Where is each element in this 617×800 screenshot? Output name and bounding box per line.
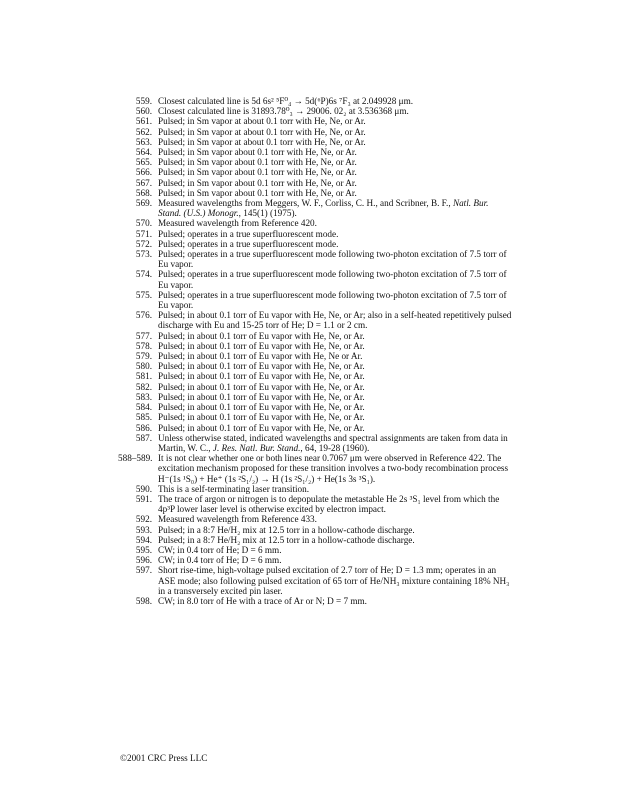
- footnote-item: [118, 484, 513, 494]
- footnote-number: 568.: [135, 187, 152, 198]
- footnote-item: [118, 331, 513, 341]
- footnote-number: 571.: [135, 228, 152, 239]
- footnote-item: [118, 596, 513, 606]
- footnote-number: 595.: [135, 544, 152, 555]
- footnote-item: [118, 555, 513, 565]
- footnote-number: 578.: [135, 340, 152, 351]
- footnote-text: The trace of argon or nitrogen is to depopulate the metastable He 2s ³S₁ level from which the 4p³P lower laser level is otherwise excited by electron impact.: [158, 493, 500, 515]
- footnote-item: [118, 382, 513, 392]
- footnote-text: Pulsed; operates in a true superfluorescent mode.: [158, 238, 339, 249]
- footnote-item: [118, 565, 513, 596]
- footnote-text: Pulsed; in about 0.1 torr of Eu vapor with He, Ne, or Ar.: [158, 412, 365, 423]
- footnote-text: Unless otherwise stated, indicated wavelengths and spectral assignments are taken from data in Martin, W. C., J. Res. Natl. Bur. Stand., 64, 19-28 (1960).: [158, 432, 508, 453]
- footnote-text: Measured wavelength from Reference 420.: [158, 218, 317, 229]
- footnote-number: 597.: [135, 565, 152, 576]
- footnote-item: [118, 239, 513, 249]
- footnote-text: Pulsed; in Sm vapor about 0.1 torr with He, Ne, or Ar.: [158, 177, 357, 188]
- footnote-number: 598.: [135, 595, 152, 606]
- footnote-text: CW; in 0.4 torr of He; D = 6 mm.: [158, 544, 282, 555]
- footnote-number: 584.: [135, 402, 152, 413]
- footnote-text: It is not clear whether one or both lines near 0.7067 μm were observed in Reference 422. The excitation mechanism proposed for these transition involves a two-body recombination process H⁻(1s ¹S₀) + He⁺ (1s ²S₁/₂) → H (1s ²S₁/₂) + He(1s 3s ³S₁).: [158, 453, 509, 484]
- footnote-text: Pulsed; in Sm vapor about 0.1 torr with He, Ne, or Ar.: [158, 167, 357, 178]
- footnote-text: Pulsed; operates in a true superfluorescent mode following two-photon excitation of 7.5 torr of Eu vapor.: [158, 289, 507, 311]
- footnote-item: [118, 341, 513, 351]
- footnote-number: 572.: [135, 238, 152, 249]
- footnote-item: [118, 423, 513, 433]
- footnote-item: [118, 371, 513, 381]
- footnote-text: Pulsed; operates in a true superfluorescent mode following two-photon excitation of 7.5 torr of Eu vapor.: [158, 269, 507, 290]
- footnote-item: [118, 137, 513, 147]
- footnote-number: 573.: [135, 249, 152, 260]
- footnote-item: [118, 535, 513, 545]
- footnote-text: Pulsed; in about 0.1 torr of Eu vapor with He, Ne, or Ar.: [158, 371, 365, 382]
- footnote-number: 596.: [135, 555, 152, 566]
- footnote-number: 581.: [135, 371, 152, 382]
- footnote-number: 579.: [135, 351, 152, 362]
- footnote-item: [118, 147, 513, 157]
- footnote-item: [118, 229, 513, 239]
- footnote-list: [118, 96, 513, 606]
- footnote-number: 590.: [135, 483, 152, 494]
- footnote-item: [118, 96, 513, 106]
- footnote-text: Pulsed; in a 8:7 He/H₂ mix at 12.5 torr in a hollow-cathode discharge.: [158, 524, 415, 535]
- footnote-number: 567.: [135, 177, 152, 188]
- footnote-number: 580.: [135, 361, 152, 372]
- footnote-item: [118, 198, 513, 218]
- footnote-number: 588–589.: [118, 453, 153, 464]
- footnote-item: [118, 157, 513, 167]
- footnote-item: [118, 433, 513, 453]
- footnote-item: [118, 351, 513, 361]
- footnote-text: Pulsed; in about 0.1 torr of Eu vapor with He, Ne, or Ar.: [158, 340, 365, 351]
- footnote-item: [118, 453, 513, 484]
- footnote-number: 592.: [135, 514, 152, 525]
- footnote-number: 564.: [135, 147, 152, 158]
- footnote-item: [118, 178, 513, 188]
- footnote-number: 565.: [135, 157, 152, 168]
- footnote-number: 587.: [135, 432, 152, 443]
- footnote-item: [118, 249, 513, 269]
- footnote-text: Pulsed; in about 0.1 torr of Eu vapor with He, Ne, or Ar.: [158, 402, 365, 413]
- footnote-number: 583.: [135, 391, 152, 402]
- footnote-text: Pulsed; in Sm vapor at about 0.1 torr with He, Ne, or Ar.: [158, 136, 366, 147]
- footnote-number: 585.: [135, 412, 152, 423]
- journal-title: Natl. Bur. Stand. (U.S.) Monogr.: [158, 198, 489, 219]
- footnote-number: 561.: [135, 116, 152, 127]
- footnote-text: Pulsed; in about 0.1 torr of Eu vapor with He, Ne, or Ar.: [158, 361, 365, 372]
- footnote-item: [118, 310, 513, 330]
- footnote-item: [118, 188, 513, 198]
- footnote-text: Pulsed; operates in a true superfluorescent mode.: [158, 228, 339, 239]
- footnote-text: Pulsed; operates in a true superfluorescent mode following two-photon excitation of 7.5 torr of Eu vapor.: [158, 249, 507, 270]
- footnote-item: [118, 402, 513, 412]
- footnote-text: Pulsed; in about 0.1 torr of Eu vapor with He, Ne or Ar.: [158, 351, 363, 362]
- footnote-number: 577.: [135, 330, 152, 341]
- footnote-number: 591.: [135, 493, 152, 504]
- footnote-item: [118, 269, 513, 289]
- journal-title: J. Res. Natl. Bur. Stand.: [212, 442, 301, 453]
- footnote-text: Pulsed; in Sm vapor about 0.1 torr with He, Ne, or Ar.: [158, 157, 357, 168]
- footnote-item: [118, 290, 513, 310]
- footnote-number: 594.: [135, 534, 152, 545]
- footnote-number: 559.: [135, 96, 152, 106]
- footnote-item: [118, 167, 513, 177]
- footnote-number: 586.: [135, 422, 152, 433]
- footnote-item: [118, 514, 513, 524]
- footnote-item: [118, 494, 513, 514]
- footnote-number: 582.: [135, 381, 152, 392]
- footnote-text: Pulsed; in Sm vapor at about 0.1 torr with He, Ne, or Ar.: [158, 126, 366, 137]
- footnote-text: Closest calculated line is 31893.78⁰₃ → 29006. 02₂ at 3.536368 μm.: [158, 106, 409, 117]
- footnote-item: [118, 106, 513, 116]
- footnote-number: 575.: [135, 289, 152, 300]
- footnote-text: Pulsed; in about 0.1 torr of Eu vapor with He, Ne, or Ar.: [158, 330, 365, 341]
- footnote-item: [118, 545, 513, 555]
- footnote-number: 563.: [135, 136, 152, 147]
- footnote-text: Pulsed; in about 0.1 torr of Eu vapor with He, Ne, or Ar.: [158, 381, 365, 392]
- footnote-number: 566.: [135, 167, 152, 178]
- footnote-text: Pulsed; in Sm vapor about 0.1 torr with He, Ne, or Ar.: [158, 187, 357, 198]
- footnote-item: [118, 127, 513, 137]
- footnote-text: Measured wavelengths from Meggers, W. F., Corliss, C. H., and Scribner, B. F., Natl. Bur. Stand. (U.S.) Monogr., 145(1) (1975).: [158, 198, 489, 219]
- footnote-item: [118, 361, 513, 371]
- footnote-number: 569.: [135, 198, 152, 209]
- footnote-text: Short rise-time, high-voltage pulsed excitation of 2.7 torr of He; D = 1.3 mm; operates in an ASE mode; also following pulsed excitation of 65 torr of He/NH₃ mixture containing 18% NH₃ in a transversely excited pin laser.: [158, 565, 510, 596]
- footnote-text: Measured wavelength from Reference 433.: [158, 514, 317, 525]
- footnote-item: [118, 116, 513, 126]
- footnote-text: Pulsed; in a 8:7 He/H₂ mix at 12.5 torr in a hollow-cathode discharge.: [158, 534, 415, 545]
- footnote-text: Pulsed; in Sm vapor about 0.1 torr with He, Ne, or Ar.: [158, 147, 357, 158]
- footnote-item: [118, 525, 513, 535]
- footnote-text: This is a self-terminating laser transition.: [158, 483, 310, 494]
- footnote-item: [118, 392, 513, 402]
- footnote-text: Closest calculated line is 5d 6s² ⁵F⁰₄ → 5d(⁶P)6s ⁷F₃ at 2.049928 μm.: [158, 96, 414, 106]
- footnote-number: 570.: [135, 218, 152, 229]
- footnote-text: CW; in 8.0 torr of He with a trace of Ar or N; D = 7 mm.: [158, 595, 367, 606]
- copyright-footer: ©2001 CRC Press LLC: [120, 753, 208, 763]
- footnote-number: 593.: [135, 524, 152, 535]
- footnote-text: Pulsed; in Sm vapor at about 0.1 torr with He, Ne, or Ar.: [158, 116, 366, 127]
- footnote-number: 560.: [135, 106, 152, 117]
- footnote-item: [118, 412, 513, 422]
- footnote-number: 576.: [135, 310, 152, 321]
- footnote-text: Pulsed; in about 0.1 torr of Eu vapor with He, Ne, or Ar.: [158, 391, 365, 402]
- footnote-text: Pulsed; in about 0.1 torr of Eu vapor with He, Ne, or Ar; also in a self-heated repetitively pulsed discharge with Eu and 15-25 torr of He; D = 1.1 or 2 cm.: [158, 310, 512, 331]
- footnote-number: 574.: [135, 269, 152, 280]
- footnote-text: Pulsed; in about 0.1 torr of Eu vapor with He, Ne, or Ar.: [158, 422, 365, 433]
- footnote-item: [118, 218, 513, 228]
- footnote-text: CW; in 0.4 torr of He; D = 6 mm.: [158, 555, 282, 566]
- footnote-number: 562.: [135, 126, 152, 137]
